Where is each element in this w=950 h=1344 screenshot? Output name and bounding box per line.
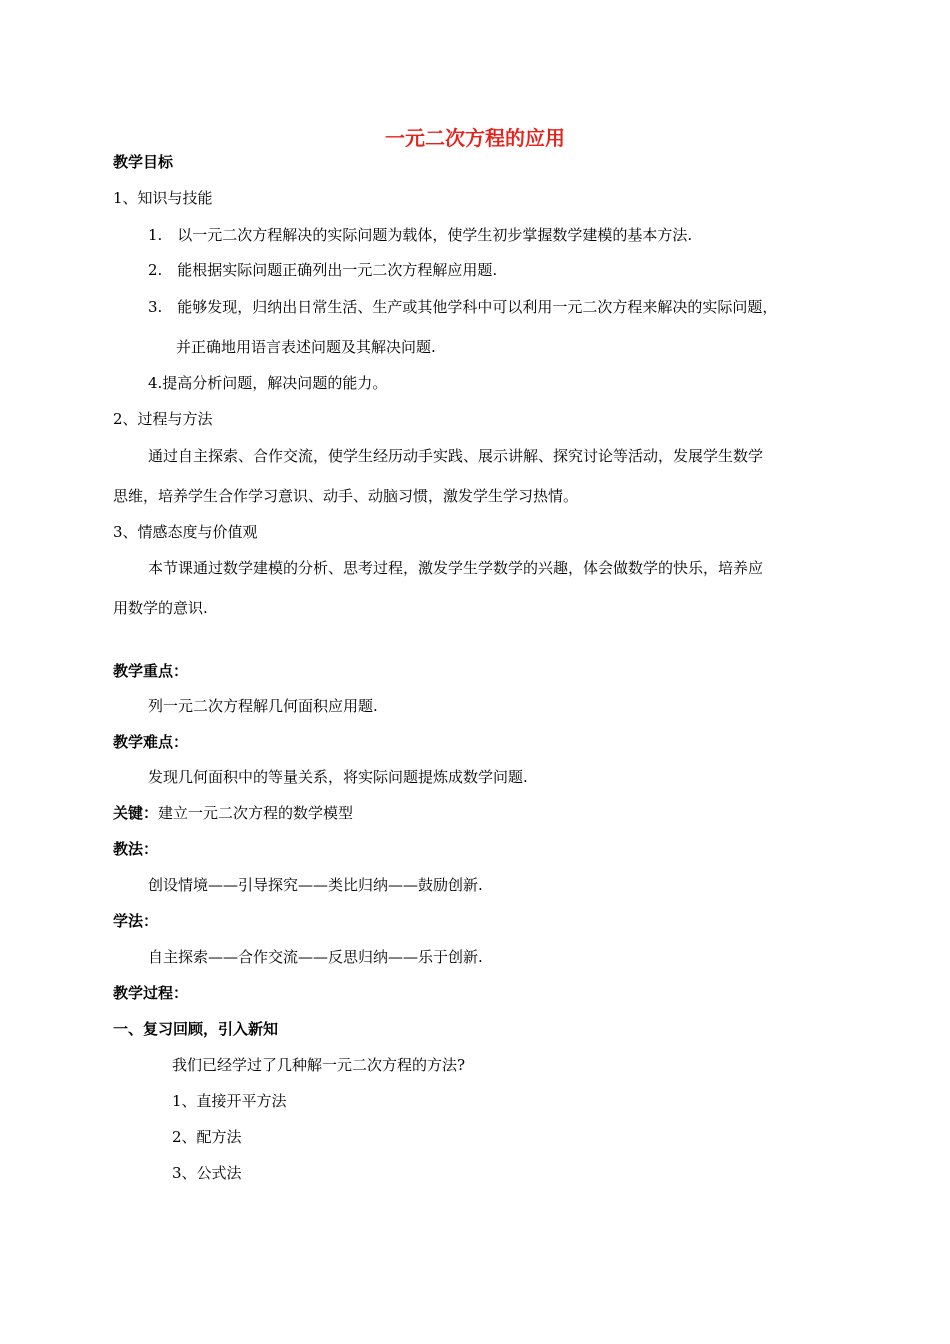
- process-text-line-2: 思维，培养学生合作学习意识、动手、动脑习惯，激发学生学习热情。: [113, 487, 579, 505]
- attitude-text-line-1: 本节课通过数学建模的分析、思考过程，激发学生学数学的兴趣，体会做数学的快乐，培养应: [148, 559, 764, 577]
- key-points-heading: 教学重点：: [113, 662, 189, 680]
- objective-item-3: 3. 能够发现，归纳出日常生活、生产或其他学科中可以利用一元二次方程来解决的实际问题，: [148, 298, 778, 316]
- section-process-heading: 2、过程与方法: [113, 410, 213, 428]
- teaching-method-heading: 教法：: [113, 840, 159, 858]
- teaching-process-heading: 教学过程：: [113, 984, 189, 1002]
- key-heading: 关键：: [113, 804, 159, 822]
- section-knowledge-heading: 1、知识与技能: [113, 189, 213, 207]
- method-item-2: 2、配方法: [172, 1128, 242, 1146]
- review-question: 我们已经学过了几种解一元二次方程的方法?: [172, 1056, 466, 1074]
- teaching-method-text: 创设情境——引导探究——类比归纳——鼓励创新.: [148, 876, 483, 894]
- method-item-3: 3、公式法: [172, 1164, 242, 1182]
- learning-method-text: 自主探索——合作交流——反思归纳——乐于创新.: [148, 948, 483, 966]
- difficulty-text: 发现几何面积中的等量关系，将实际问题提炼成数学问题.: [148, 768, 528, 786]
- document-title: 一元二次方程的应用: [385, 126, 565, 150]
- objective-item-2: 2. 能根据实际问题正确列出一元二次方程解应用题.: [148, 261, 498, 279]
- difficulty-heading: 教学难点：: [113, 733, 189, 751]
- process-text-line-1: 通过自主探索、合作交流，使学生经历动手实践、展示讲解、探究讨论等活动，发展学生数学: [148, 447, 764, 465]
- method-item-1: 1、直接开平方法: [172, 1092, 287, 1110]
- review-section-heading: 一、复习回顾，引入新知: [113, 1020, 279, 1038]
- objective-item-4: 4.提高分析问题，解决问题的能力。: [148, 374, 388, 392]
- section-attitude-heading: 3、情感态度与价值观: [113, 523, 258, 541]
- key-points-text: 列一元二次方程解几何面积应用题.: [148, 697, 378, 715]
- key-text: 建立一元二次方程的数学模型: [158, 804, 354, 822]
- objective-item-1: 1. 以一元二次方程解决的实际问题为载体，使学生初步掌握数学建模的基本方法.: [148, 226, 693, 244]
- attitude-text-line-2: 用数学的意识.: [113, 599, 208, 617]
- objective-item-3-cont: 并正确地用语言表述问题及其解决问题.: [176, 338, 436, 356]
- learning-method-heading: 学法：: [113, 912, 159, 930]
- objectives-heading: 教学目标: [113, 153, 174, 171]
- key-row: [113, 802, 353, 824]
